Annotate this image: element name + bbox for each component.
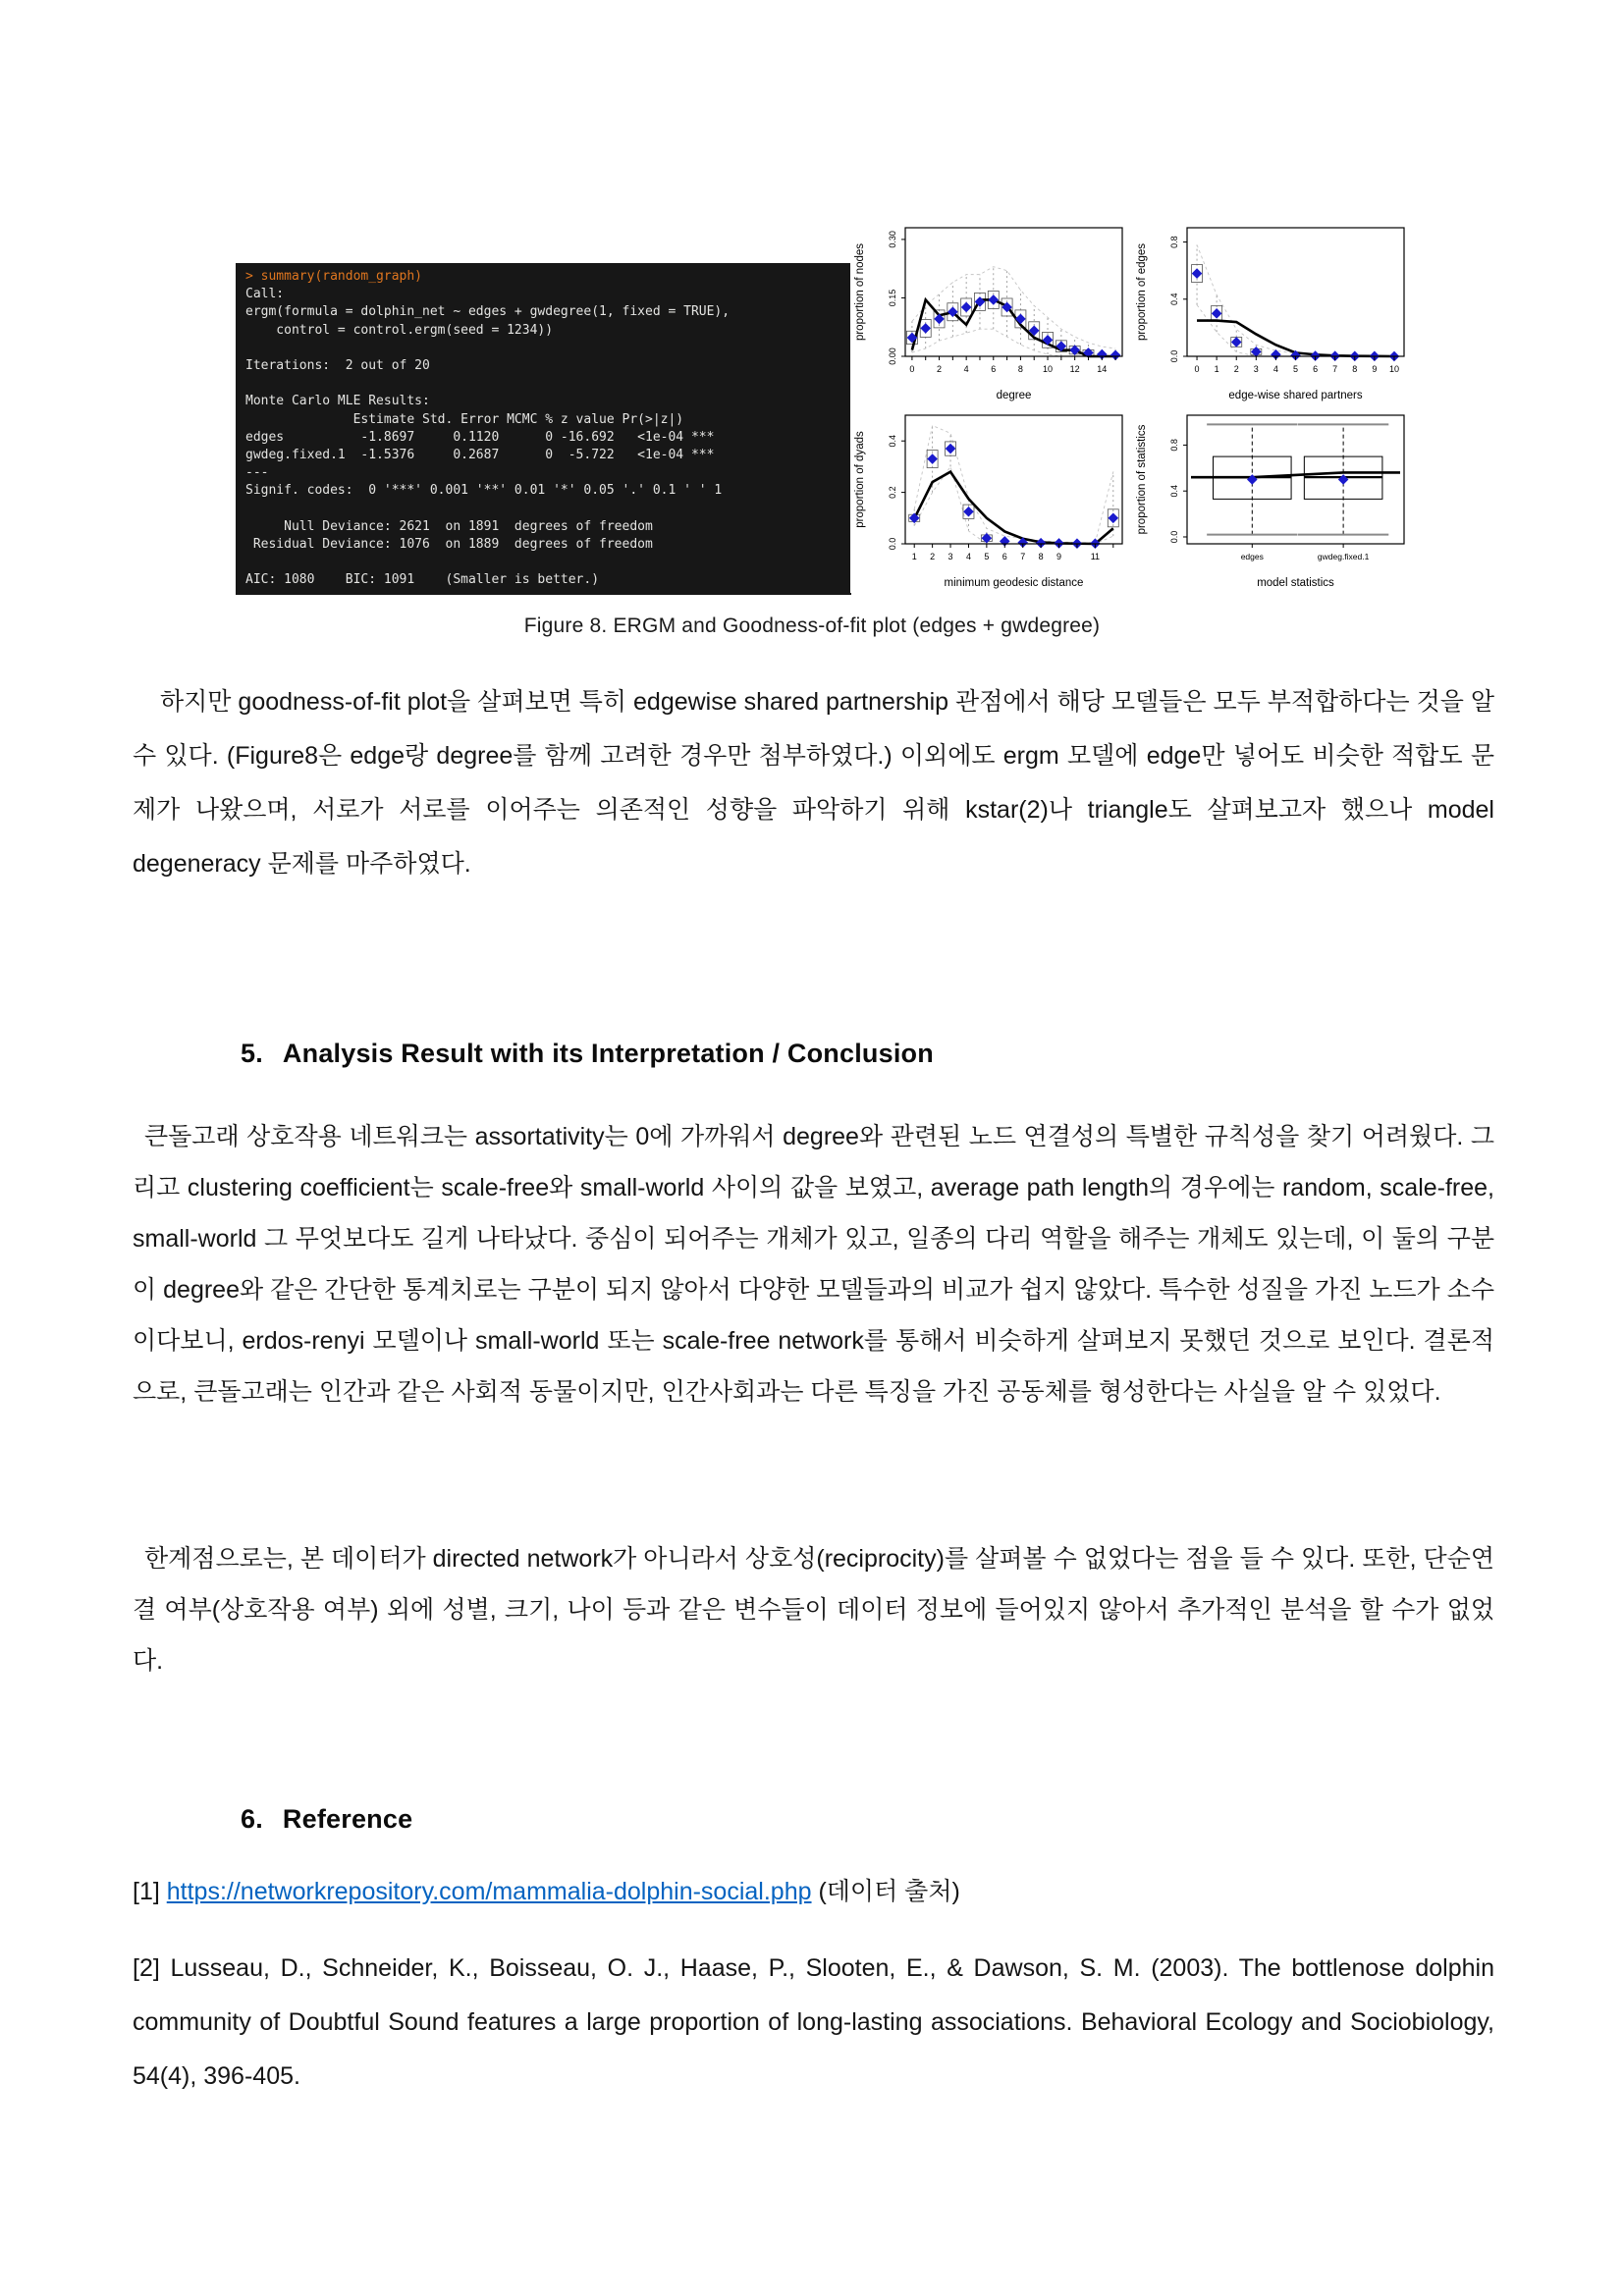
svg-text:4: 4 <box>963 364 969 374</box>
svg-text:8: 8 <box>1038 552 1044 561</box>
svg-text:14: 14 <box>1097 364 1108 374</box>
svg-text:9: 9 <box>1056 552 1062 561</box>
svg-text:9: 9 <box>1372 364 1378 374</box>
svg-text:7: 7 <box>1332 364 1338 374</box>
gof-minimum-geodesic-distance-plot <box>850 405 1132 593</box>
svg-text:0.4: 0.4 <box>1169 484 1179 498</box>
svg-text:0.0: 0.0 <box>1169 530 1179 544</box>
svg-text:1: 1 <box>911 552 917 561</box>
reference-item-1 <box>133 1867 1494 1916</box>
svg-text:0.00: 0.00 <box>888 347 897 365</box>
svg-text:edge-wise shared partners: edge-wise shared partners <box>1228 390 1363 401</box>
paragraph-limitation: 한계점으로는, 본 데이터가 directed network가 아니라서 상호성(reciprocity)를 살펴볼 수 없었다는 점을 들 수 있다. 또한, 단순연결 여부(상호작용 여부) 외에 성별, 크기, 나이 등과 같은 변수들이 데이터 정보에 들어있지 않아서 추가적인 분석을 할 수가 없었다. <box>133 1545 1494 1675</box>
svg-text:11: 11 <box>1090 552 1101 561</box>
reference-suffix: (데이터 출처) <box>811 1878 960 1905</box>
svg-text:4: 4 <box>965 552 971 561</box>
svg-text:edges: edges <box>1240 552 1264 561</box>
svg-text:0.8: 0.8 <box>1169 236 1179 248</box>
svg-text:6: 6 <box>1313 364 1319 374</box>
svg-text:6: 6 <box>1001 552 1007 561</box>
svg-text:proportion of dyads: proportion of dyads <box>854 431 866 528</box>
svg-text:degree: degree <box>996 390 1032 401</box>
gof-model-statistics-plot <box>1132 405 1414 593</box>
svg-text:0: 0 <box>909 364 915 374</box>
svg-text:model statistics: model statistics <box>1257 577 1334 589</box>
goodness-of-fit-plots <box>850 218 1414 593</box>
svg-text:8: 8 <box>1352 364 1358 374</box>
svg-text:2: 2 <box>937 364 943 374</box>
section-title: Reference <box>282 1804 413 1834</box>
svg-text:3: 3 <box>1253 364 1259 374</box>
svg-text:0: 0 <box>1194 364 1200 374</box>
svg-text:2: 2 <box>930 552 936 561</box>
svg-text:5: 5 <box>984 552 990 561</box>
svg-text:gwdeg.fixed.1: gwdeg.fixed.1 <box>1317 552 1370 561</box>
paragraph-conclusion: 큰돌고래 상호작용 네트워크는 assortativity는 0에 가까워서 degree와 관련된 노드 연결성의 특별한 규칙성을 찾기 어려웠다. 그리고 clustering coefficient는 scale-free와 small-world 사이의 값을 보였고, average path length의 경우에는 random, scale-free, small-world 그 무엇보다도 길게 나타났다. 중심이 되어주는 개체가 있고, 일종의 다리 역할을 해주는 개체도 있는데, 이 둘의 구분이 degree와 같은 간단한 통계치로는 구분이 되지 않아서 다양한 모델들과의 비교가 쉽지 않았다. 특수한 성질을 가진 노드가 소수이다보니, erdos-renyi 모델이나 small-world 또는 scale-free network를 통해서 비슷하게 살펴보지 못했던 것으로 보인다. 결론적으로, 큰돌고래는 인간과 같은 사회적 동물이지만, 인간사회과는 다른 특징을 가진 공동체를 형성한다는 사실을 알 수 있었다. <box>133 1123 1494 1406</box>
svg-text:proportion of edges: proportion of edges <box>1136 242 1148 342</box>
svg-text:0.4: 0.4 <box>888 434 897 448</box>
svg-text:8: 8 <box>1017 364 1023 374</box>
r-console-screenshot: > summary(random_graph) Call: ergm(formula = dolphin_net ~ edges + gwdegree(1, fixed = TRUE), control = control.ergm(seed = 1234)) Iterations: 2 out of 20 Monte Carlo MLE Results: Estimate Std. Error MCMC % z value Pr(>|z|) edges -1.8697 0.1120 0 -16.692 <1e-04 *** gwdeg.fixed.1 -1.5376 0.2687 0 -5.722 <1e-04 *** --- Signif. codes: 0 '***' 0.001 '**' 0.01 '*' 0.05 '.' 0.1 ' ' 1 Null Deviance: 2621 on 1891 degrees of freedom Residual Deviance: 1076 on 1889 degrees of freedom AIC: 1080 BIC: 1091 (Smaller is better.) <box>236 263 851 595</box>
reference-number: [1] <box>133 1878 167 1905</box>
svg-text:10: 10 <box>1388 364 1399 374</box>
svg-text:3: 3 <box>947 552 953 561</box>
svg-text:0.0: 0.0 <box>1169 349 1179 363</box>
svg-text:12: 12 <box>1069 364 1080 374</box>
figure-caption: Figure 8. ERGM and Goodness-of-fit plot (edges + gwdegree) <box>523 614 1101 637</box>
svg-text:0.2: 0.2 <box>888 486 897 499</box>
svg-text:7: 7 <box>1020 552 1026 561</box>
svg-text:0.8: 0.8 <box>1169 439 1179 452</box>
svg-text:proportion of nodes: proportion of nodes <box>854 242 866 342</box>
svg-text:0.0: 0.0 <box>888 537 897 551</box>
svg-text:0.15: 0.15 <box>888 289 897 307</box>
svg-text:minimum geodesic distance: minimum geodesic distance <box>944 577 1084 589</box>
gof-edgewise-shared-partners-plot <box>1132 218 1414 405</box>
svg-text:1: 1 <box>1214 364 1219 374</box>
svg-text:5: 5 <box>1292 364 1299 374</box>
svg-text:0.4: 0.4 <box>1169 293 1179 306</box>
section-number: 5. <box>241 1039 263 1068</box>
svg-text:2: 2 <box>1233 364 1239 374</box>
section-heading-reference <box>241 1804 412 1835</box>
svg-text:6: 6 <box>991 364 997 374</box>
reference-item-2: [2] Lusseau, D., Schneider, K., Boisseau, O. J., Haase, P., Slooten, E., & Dawson, S. M. (2003). The bottlenose dolphin community of Doubtful Sound features a large proportion of long-lasting associations. Behavioral Ecology and Sociobiology, 54(4), 396-405. <box>133 1954 1494 2090</box>
paragraph-gof-discussion: 하지만 goodness-of-fit plot을 살펴보면 특히 edgewise shared partnership 관점에서 해당 모델들은 모두 부적합하다는 것을 알 수 있다. (Figure8은 edge랑 degree를 함께 고려한 경우만 첨부하였다.) 이외에도 ergm 모델에 edge만 넣어도 비슷한 적합도 문제가 나왔으며, 서로가 서로를 이어주는 의존적인 성향을 파악하기 위해 kstar(2)나 triangle도 살펴보고자 했으나 model degeneracy 문제를 마주하였다. <box>133 688 1494 878</box>
section-title: Analysis Result with its Interpretation / Conclusion <box>282 1039 934 1068</box>
dataset-source-link[interactable]: https://networkrepository.com/mammalia-dolphin-social.php <box>166 1878 812 1905</box>
svg-text:0.30: 0.30 <box>888 231 897 248</box>
section-number: 6. <box>241 1804 263 1834</box>
gof-degree-plot <box>850 218 1132 405</box>
svg-text:10: 10 <box>1043 364 1054 374</box>
svg-text:proportion of statistics: proportion of statistics <box>1136 424 1148 535</box>
svg-text:4: 4 <box>1272 364 1278 374</box>
section-heading-analysis <box>241 1039 934 1069</box>
